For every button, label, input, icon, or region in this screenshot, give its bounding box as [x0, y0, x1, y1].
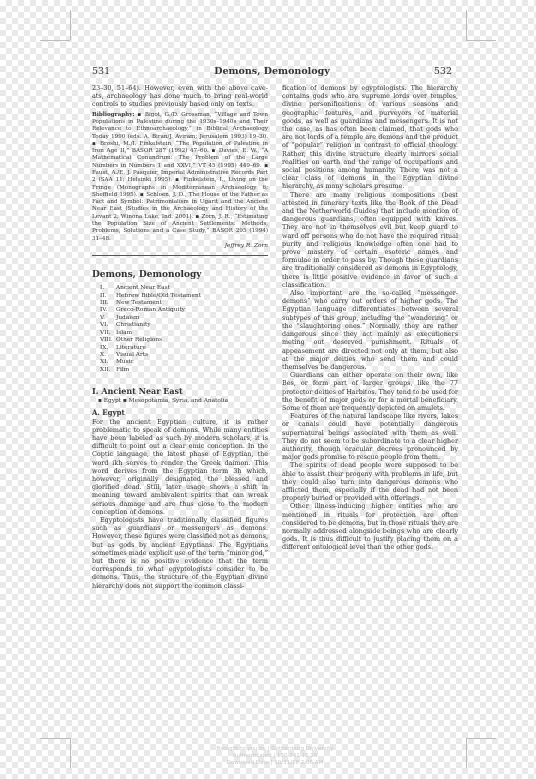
body-paragraph: Also important are the so-called “messenger-demons” who carry out orders of higher gods. The Egyptian language differentiates between several subtypes of this group, including the “wandering” or the “slaughtering ones.” Normally, they are rather dangerous since they act mainly as executioners meting out deserved punishment. Rituals of appeasement are directed not only at them, but also at the major deities who send them and could themselves be dangerous.: [282, 289, 458, 371]
toc-item[interactable]: V. Judaism: [100, 314, 140, 321]
toc-item[interactable]: X. Visual Arts: [100, 351, 149, 358]
article-author: Jeffrey R. Zorn: [224, 242, 268, 249]
toc-item[interactable]: I. Ancient Near East: [100, 285, 170, 292]
crop-mark-bottom-right-h: [466, 738, 496, 739]
page-number-left: 531: [92, 66, 111, 77]
toc-item[interactable]: IV. Greco-Roman Antiquity: [100, 307, 185, 314]
toc-item[interactable]: VII. Islam: [100, 329, 133, 336]
section-title: I. Ancient Near East: [92, 386, 183, 397]
crop-mark-bottom-right-v: [466, 738, 467, 768]
entry-title: Demons, Demonology: [92, 270, 202, 281]
crop-mark-top-right-h: [466, 40, 496, 41]
toc-item[interactable]: III. New Testament: [100, 300, 162, 307]
subsection-nav: ▪ Egypt ▪ Mesopotamia, Syria, and Anatolia: [98, 398, 229, 405]
body-paragraph: Features of the natural landscape like rivers, lakes or canals could have potentially dangerous supernatural beings associated with them as well. They do not seem to be subordinate to a clear higher authority, though oracular decrees pronounced by major gods promise to rescue people from them.: [282, 412, 458, 462]
crop-mark-bottom-left-h: [40, 738, 70, 739]
left-column: [92, 84, 268, 590]
toc-item[interactable]: XI. Music: [100, 359, 134, 366]
crop-mark-top-left-h: [40, 40, 70, 41]
body-paragraph: Other illness-inducing higher entities who are mentioned in rituals for protection are often considered to be demons, but in those rituals they are normally addressed alongside beings who are clearly gods. It is thus difficult to justify placing them on a different ontological level than the other gods.: [282, 502, 458, 552]
toc-item[interactable]: XII. Film: [100, 366, 130, 373]
body-paragraph: There are many religious compositions (best attested in funerary texts like the Book of the Dead and the Netherworld Guides) that include mention of dangerous guardians, often equipped with knives. They are not in themselves evil but keep guard to ward off persons who do not have the required ritual purity and religious knowledge often one had to prove mastery of certain esoteric names and formulae in order to pass by. Though these guardians are traditionally considered as demons in Egyptology, there is little positive evidence in favor of such a classification.: [282, 190, 458, 289]
body-paragraph: Egyptologists have traditionally classified figures such as guardians or messengers as demons. However, these figures were classified not as demons, but as gods by ancient Egyptians. The Egyptians sometimes made explicit use of the term “minor god,” but there is no positive evidence that the term corresponds to what egyptologists consider to be demons. Thus, the structure of the Egyptian divine hierarchy does not support the common classi-: [92, 515, 268, 590]
subsection-title: A. Egypt: [92, 407, 125, 417]
body-paragraph: fication of demons by egyptologists. The hierarchy contains gods who are supreme lords over temples, divine personifications of various seasons and geographic features, and purveyors of material goods, as well as guardians and messengers. It is not the case, as has often been claimed, that gods who are not lords of a temple are demons and the product of “popular” religion in contrast to official theology. Rather, this divine structure clearly mirrors social realities on earth and the range of occupations and social positions among humanity. There was not a clear class of demons in the Egyptian divine hierarchy, as many scholars presume.: [282, 84, 458, 191]
bibliography-label: Bibliography:: [92, 111, 135, 118]
page-number-right: 532: [433, 66, 452, 77]
intro-paragraph: 23–30, 51–64). However, even with the above cave-ats, archaeology has done much to bring real-world controls to studies previously based only on texts.: [92, 84, 268, 109]
bibliography: [92, 112, 268, 243]
bibliography-text: ▪ Bigot, G./D. Grossman, “Village and Town Populations in Palestine during the 1930s–1940s and Their Relevance to Ethnoarchaeology,” in Biblical Archaeology Today 1990 (eds. A. Biran/J. Aviram; Jerusalem 1993) 19–30. ▪ Broshi, M./I. Finkelstein, “The Population of Palestine in Iron Age II,” BASOR 287 (1992) 47–60. ▪ Davies, E. W., “A Mathematical Conundrum: The Problem of the Large Numbers in Numbers 1 and XXVI,” VT 45 (1995) 449–69. ▪ Faust, A./E. J. Pasquier, Imperial Administrative Records Part 2 (SAA 11; Helsinki 1995). ▪ Finkelstein, I., Living on the Fringe (Monographs in Mediterranean Archaeology 6; Sheffield 1995). ▪ Schloen, J. D., The House of the Father as Fact and Symbol: Patrimonialism in Ugarit and the Ancient Near East (Studies in the Archaeology and History of the Levant 2; Winona Lake, Ind. 2001). ▪ Zorn, J. R., “Estimating the Population Size of Ancient Settlements: Methods, Problems, Solutions and a Case Study,” BASOR 295 (1994) 31–48.: [92, 111, 268, 242]
crop-mark-top-left-v: [70, 10, 71, 40]
toc-item[interactable]: II. Hebrew Bible/Old Testament: [100, 292, 202, 299]
body-paragraph: For the ancient Egyptian culture, it is rather problematic to speak of demons. While many entities have been labeled as such by modern scholars, it is difficult to point out a clear emic conception. In the Coptic language, the latest phase of Egyptian, the word ikh serves to render the Greek daimon. This word derives from the Egyptian term 3ḫ which, however, originally designated the blessed and glorified dead. Still, later usage shows a shift in meaning toward ambivalent spirits that can wreak serious damage and are thus close to the modern conception of demons.: [92, 417, 268, 516]
crop-mark-top-right-v: [466, 10, 467, 40]
crop-mark-bottom-left-v: [70, 738, 71, 768]
body-paragraph: Guardians can either operate on their own, like Bes, or form part of larger groups, like the 77 protector deities of Harbitos. They tend to be used for the benefit of major gods or for a mortal beneficiary. Some of them are frequently depicted on amulets.: [282, 371, 458, 412]
right-column: [282, 84, 458, 552]
toc-item[interactable]: VI. Christianity: [100, 322, 151, 329]
body-paragraph: The spirits of dead people were supposed to be able to assist their progeny with problems in life, but they could also turn into dangerous demons who afflicted them, especially if the dead had not been properly buried or provided with offerings.: [282, 461, 458, 503]
download-watermark: Brought to you by | Gothenburg University Authenticated | 130.241.16.16 Download Date | 10/31/18 2:06 AM: [216, 746, 334, 766]
table-of-contents: [100, 285, 268, 374]
entry-divider: [92, 255, 268, 256]
toc-item[interactable]: VIII. Other Religions: [100, 337, 163, 344]
running-header: [92, 66, 452, 78]
running-title: Demons, Demonology: [214, 66, 330, 77]
toc-item[interactable]: IX. Literature: [100, 344, 146, 351]
